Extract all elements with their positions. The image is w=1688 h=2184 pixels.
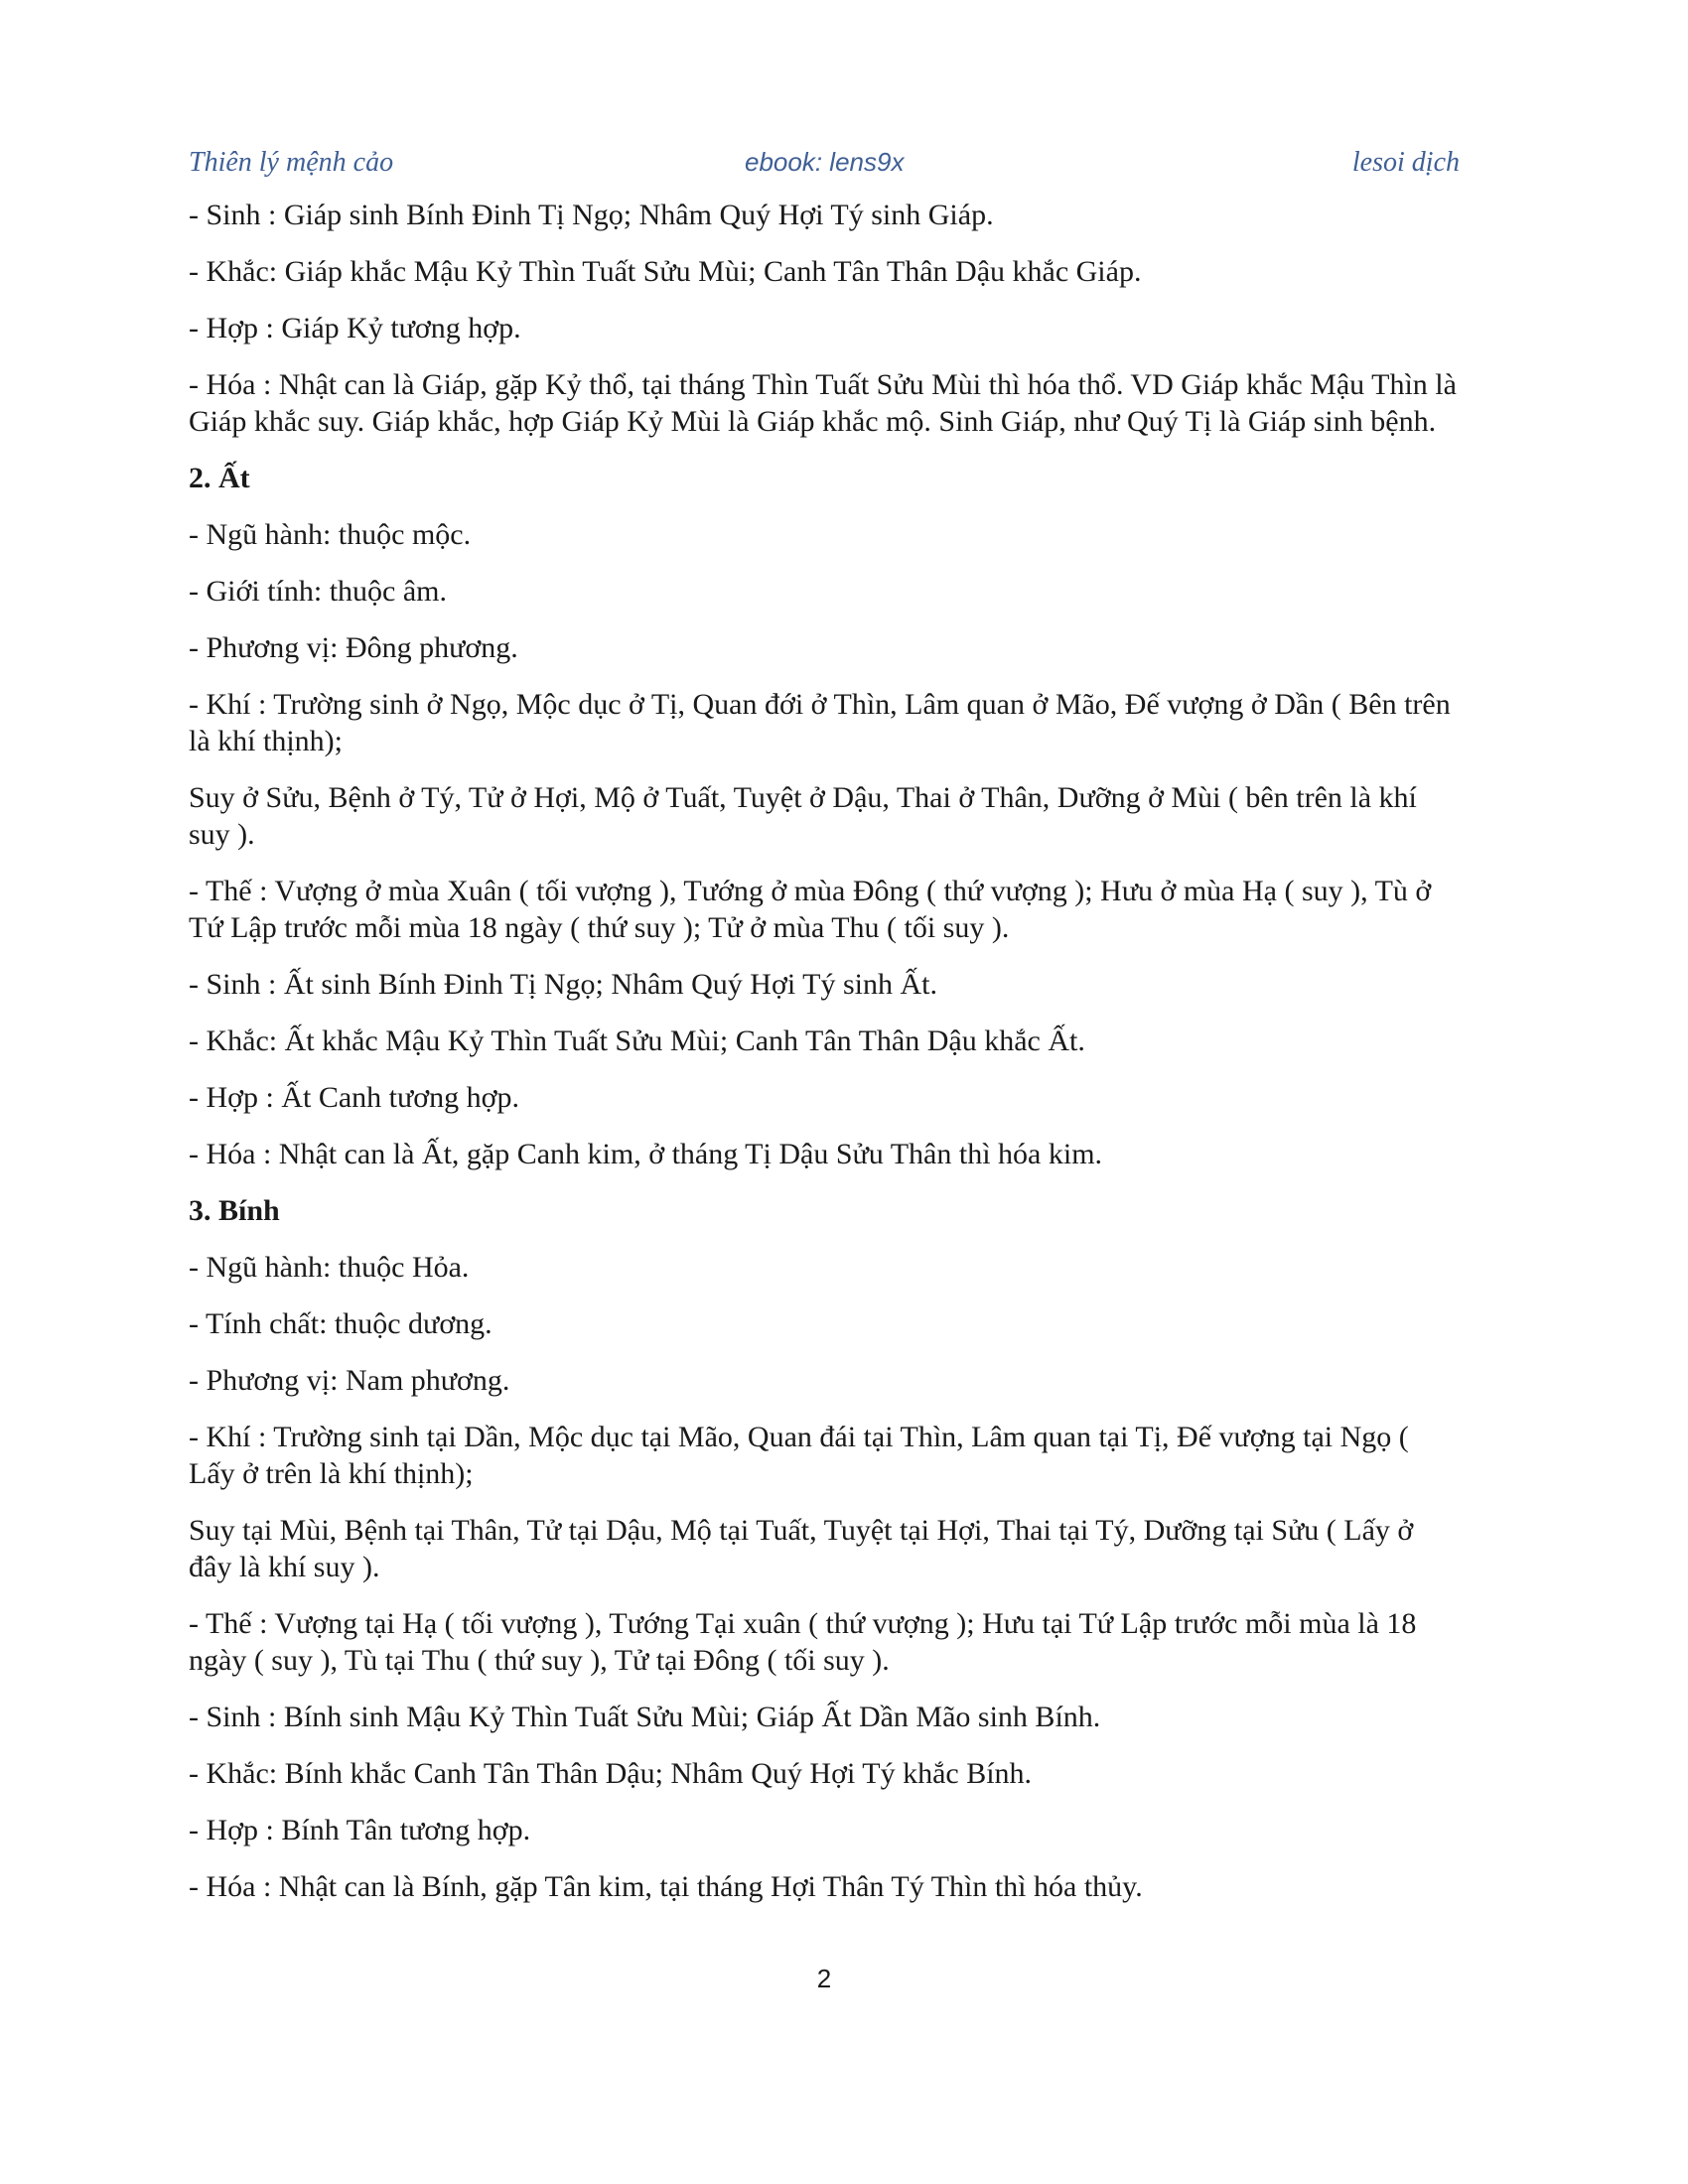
paragraph: - Sinh : Giáp sinh Bính Đinh Tị Ngọ; Nhâm Quý Hợi Tý sinh Giáp. (189, 199, 994, 231)
paragraph: - Hóa : Nhật can là Giáp, gặp Kỷ thổ, tại tháng Thìn Tuất Sửu Mùi thì hóa thổ. VD Giáp khắc Mậu Thìn là Giáp khắc suy. Giáp khắc, hợp Giáp Kỷ Mùi là Giáp khắc mộ. Sinh Giáp, như Quý Tị là Giáp sinh bệnh. (189, 368, 1457, 438)
section-heading: 2. Ất (189, 462, 250, 494)
header-ebook-credit: ebook: lens9x (745, 147, 905, 177)
paragraph: - Khắc: Ất khắc Mậu Kỷ Thìn Tuất Sửu Mùi; Canh Tân Thân Dậu khắc Ất. (189, 1024, 1085, 1057)
paragraph: - Ngũ hành: thuộc Hỏa. (189, 1251, 470, 1284)
paragraph: - Sinh : Bính sinh Mậu Kỷ Thìn Tuất Sửu Mùi; Giáp Ất Dần Mão sinh Bính. (189, 1701, 1101, 1733)
paragraph: - Thế : Vượng ở mùa Xuân ( tối vượng ), Tướng ở mùa Đông ( thứ vượng ); Hưu ở mùa Hạ ( suy ), Tù ở Tứ Lập trước mỗi mùa 18 ngày ( thứ suy ); Tử ở mùa Thu ( tối suy ). (189, 875, 1432, 944)
paragraph: - Tính chất: thuộc dương. (189, 1307, 492, 1340)
paragraph: - Hợp : Giáp Kỷ tương hợp. (189, 312, 521, 344)
paragraph: - Phương vị: Nam phương. (189, 1364, 510, 1397)
paragraph: - Khí : Trường sinh tại Dần, Mộc dục tại Mão, Quan đái tại Thìn, Lâm quan tại Tị, Đế vượng tại Ngọ ( Lấy ở trên là khí thịnh); (189, 1421, 1409, 1490)
paragraph: Suy tại Mùi, Bệnh tại Thân, Tử tại Dậu, Mộ tại Tuất, Tuyệt tại Hợi, Thai tại Tý, Dưỡng tại Sửu ( Lấy ở đây là khí suy ). (189, 1514, 1414, 1583)
paragraph: - Khắc: Giáp khắc Mậu Kỷ Thìn Tuất Sửu Mùi; Canh Tân Thân Dậu khắc Giáp. (189, 255, 1142, 288)
paragraph: - Khắc: Bính khắc Canh Tân Thân Dậu; Nhâm Quý Hợi Tý khắc Bính. (189, 1757, 1033, 1790)
paragraph: - Hóa : Nhật can là Ất, gặp Canh kim, ở tháng Tị Dậu Sửu Thân thì hóa kim. (189, 1138, 1103, 1170)
paragraph: - Giới tính: thuộc âm. (189, 575, 447, 608)
paragraph: Suy ở Sửu, Bệnh ở Tý, Tử ở Hợi, Mộ ở Tuất, Tuyệt ở Dậu, Thai ở Thân, Dưỡng ở Mùi ( bên trên là khí suy ). (189, 781, 1417, 851)
paragraph: - Hợp : Ất Canh tương hợp. (189, 1081, 520, 1114)
header-translator: lesoi dịch (1351, 147, 1460, 178)
paragraph: - Ngũ hành: thuộc mộc. (189, 518, 472, 551)
header-book-title: Thiên lý mệnh cảo (189, 147, 394, 178)
page-header (189, 147, 1460, 187)
paragraph: - Hợp : Bính Tân tương hợp. (189, 1814, 531, 1846)
paragraph: - Thế : Vượng tại Hạ ( tối vượng ), Tướng Tại xuân ( thứ vượng ); Hưu tại Tứ Lập trước mỗi mùa là 18 ngày ( suy ), Tù tại Thu ( thứ suy ), Tử tại Đông ( tối suy ). (189, 1607, 1417, 1677)
document-body (189, 197, 1460, 1925)
document-page (189, 0, 1460, 2184)
paragraph: - Khí : Trường sinh ở Ngọ, Mộc dục ở Tị, Quan đới ở Thìn, Lâm quan ở Mão, Đế vượng ở Dần ( Bên trên là khí thịnh); (189, 688, 1451, 757)
page-number: 2 (816, 1964, 832, 1993)
paragraph: - Phương vị: Đông phương. (189, 631, 518, 664)
paragraph: - Sinh : Ất sinh Bính Đinh Tị Ngọ; Nhâm Quý Hợi Tý sinh Ất. (189, 968, 937, 1001)
paragraph: - Hóa : Nhật can là Bính, gặp Tân kim, tại tháng Hợi Thân Tý Thìn thì hóa thủy. (189, 1870, 1143, 1903)
section-heading: 3. Bính (189, 1194, 280, 1227)
